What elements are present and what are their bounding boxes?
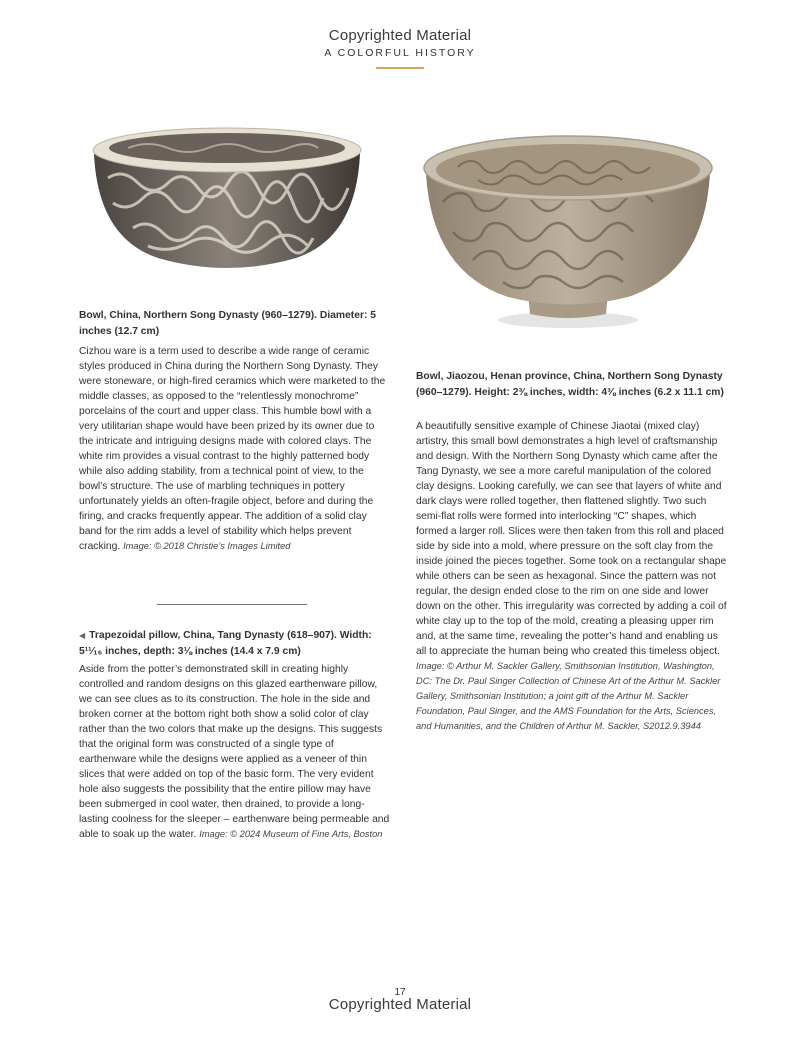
image-credit: Image: © 2024 Museum of Fine Arts, Boston: [199, 829, 383, 839]
page-number: 17: [394, 987, 406, 998]
description-bowl-cizhou: [79, 344, 391, 554]
copyright-watermark-top: Copyrighted Material: [328, 27, 472, 44]
image-credit: Image: © Arthur M. Sackler Gallery, Smithsonian Institution, Washington, DC: The Dr. Paul Singer Collection of Chinese Art of the Arthur M. Sackler Gallery, Smithsonian Institution; a joint gift of the Arthur M. Sackler Foundation, Paul Singer, and the AMS Foundation for the Arts, Sciences, and Humanities, and the Children of Arthur M. Sackler, S2012.9.3944: [416, 661, 721, 731]
section-divider: [157, 604, 307, 605]
description-body: A beautifully sensitive example of Chinese Jiaotai (mixed clay) artistry, this small bowl demonstrates a high level of craftsmanship and design. With the Northern Song Dynasty which came after the Tang Dynasty, we see a more careful manipulation of the colored clay designs. Looking carefully, we can see that layers of white and dark clays were rolled together, then flattened slightly. Two such semi-flat rolls were formed into interlocking “C” shapes, which formed a larger roll. Slices were then taken from this roll and placed side by side into a mold, where pressure on the soft clay from the inside joined the pieces together. Some took on a rectangular shape while others can be seen as hexagonal. Since the pattern was not regular, the design ended close to the rim on one side and lower down on the other. This irregularity was corrected by adding a coil of white clay up to the top of the mold, creating a pleasing upper rim and, at the same time, revealing the potter’s hand and enabling us all to appreciate the human being who created this timeless object.: [416, 421, 727, 657]
header-accent-rule: [376, 67, 424, 69]
bowl-cizhou-photo: [88, 118, 366, 278]
description-body: Cizhou ware is a term used to describe a wide range of ceramic styles produced in China during the Northern Song Dynasty. They were stoneware, or high-fired ceramics which were marketed to the middle classes, as opposed to the “relentlessly monochrome” porcelains of the court and upper class. This humble bowl with a very utilitarian shape would have been prized by its owner due to the intricate and intriguing designs made with colored clays. The white rim provides a visual contrast to the highly patterned body while also adding stability, from a technical point of view, to the bowl’s structure. The use of marbling techniques in pottery unfortunately yields an often-fragile object, before and during the firing, and cracks frequently appear. The addition of a solid clay band for the rim adds a level of stability which helps prevent cracking.: [79, 346, 386, 552]
description-body: Aside from the potter’s demonstrated skill in creating highly controlled and random designs on this glazed earthenware pillow, we can see clues as to its construction. The hole in the side and broken corner at the bottom right both show a solid color of clay rather than the two colors that make up the designs. This suggests that the original form was constructed of a single type of earthenware while the designs were applied as a veneer of thin slices that were added on top of the basic form. The very evident hole also suggests the possibility that the entire pillow may have been submerged in cool water, then drained, to provide a long-lasting coolness for the sleeper – earthenware being permeable and able to soak up the water.: [79, 664, 390, 840]
bowl-jiaotai-photo: [418, 122, 718, 332]
description-pillow: [79, 662, 391, 842]
description-bowl-jiaotai: [416, 419, 728, 734]
arrow-left-icon: ◀: [79, 631, 86, 640]
caption-pillow: [79, 628, 391, 659]
caption-bowl-cizhou: Bowl, China, Northern Song Dynasty (960–1279). Diameter: 5 inches (12.7 cm): [79, 310, 376, 337]
running-head: A COLORFUL HISTORY: [324, 47, 476, 59]
copyright-watermark-bottom: Copyrighted Material: [328, 996, 472, 1013]
caption-bowl-jiaotai: Bowl, Jiaozou, Henan province, China, Northern Song Dynasty (960–1279). Height: 2⅜ inches, width: 4⅜ inches (6.2 x 11.1 cm): [416, 371, 724, 398]
image-credit: Image: © 2018 Christie’s Images Limited: [123, 541, 291, 551]
caption-pillow-text: Trapezoidal pillow, China, Tang Dynasty (618–907). Width: 5¹¹⁄₁₆ inches, depth: 3⅛ inches (14.4 x 7.9 cm): [79, 630, 372, 657]
